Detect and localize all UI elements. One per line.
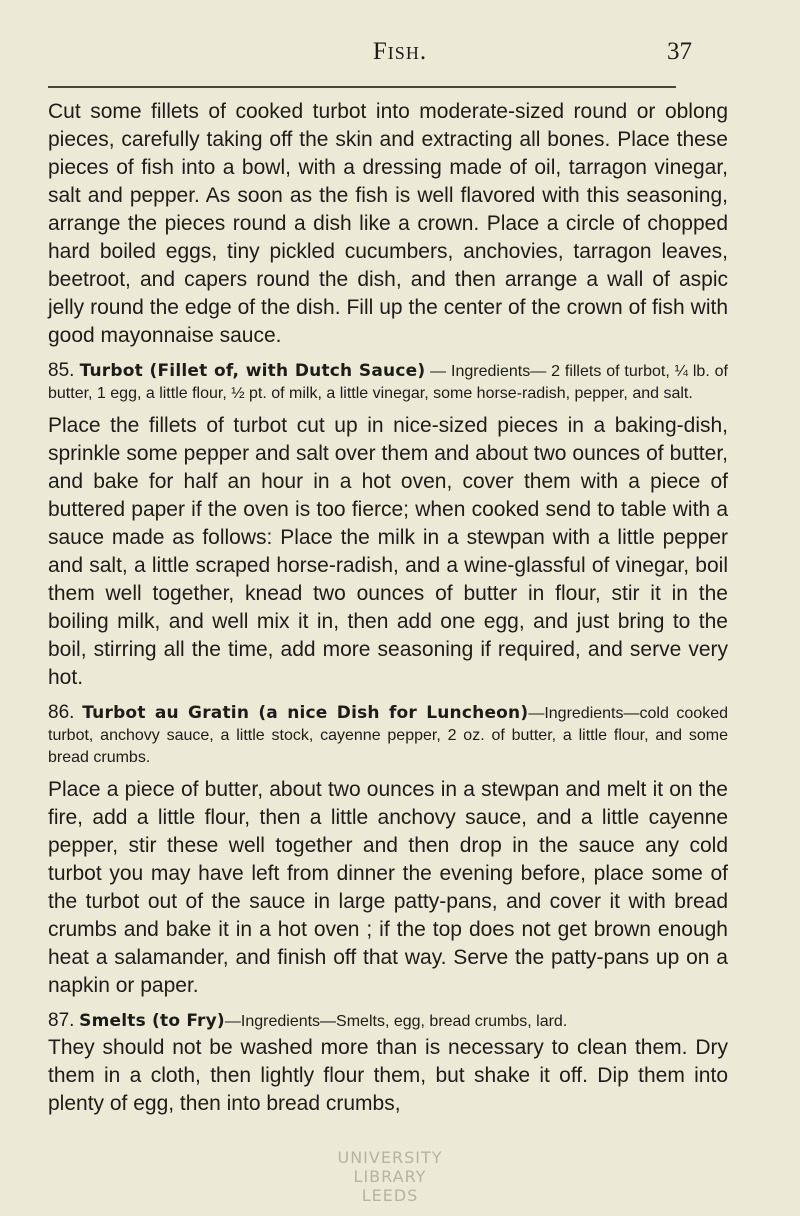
recipe-instructions: Place the fillets of turbot cut up in nice-sized pieces in a baking-dish, sprinkle some pepper and salt over them and about two ounces of butter, and bake for half an hour in a hot oven, cover them with a piece of buttered paper if the oven is too fierce; when cooked send to table with a sauce made as follows: Place the milk in a stewpan with a little pepper and salt, a little scraped horse-radish, and a wine-glassful of vinegar, boil them well together, knead two ounces of butter in flour, stir it in the boiling milk, and well mix it in, then add one egg, and just bring to the boil, stirring all the time, add more seasoning if required, and serve very hot. — [48, 414, 728, 689]
intro-paragraph: Cut some fillets of cooked turbot into moderate-sized round or oblong pieces, carefully taking off the skin and extracting all bones. Place these pieces of fish into a bowl, with a dressing made of oil, tarragon vinegar, salt and pepper. As soon as the fish is well flavored with this seasoning, arrange the pieces round a dish like a crown. Place a circle of chopped hard boiled eggs, tiny pickled cucumbers, anchovies, tarragon leaves, beetroot, and capers round the dish, and then arrange a wall of aspic jelly round the edge of the dish. Fill up the center of the crown of fish with good mayonnaise sauce. — [48, 100, 728, 347]
recipe-86 — [48, 702, 728, 1000]
recipe-ingredients: — Ingredients— 2 fillets of turbot, ¼ lb. of butter, 1 egg, a little flour, ½ pt. of milk, a little vinegar, some horse-radish, pepper, and salt. — [48, 363, 728, 402]
recipe-title: Smelts (to Fry) — [79, 1011, 225, 1031]
recipe-heading — [48, 702, 728, 768]
recipe-ingredients: —Ingredients—Smelts, egg, bread crumbs, lard. — [224, 1013, 568, 1030]
running-title: Fish. — [372, 38, 428, 65]
recipe-heading — [48, 360, 728, 404]
recipe-heading — [48, 1010, 728, 1032]
header-rule — [48, 86, 676, 88]
recipe-85 — [48, 360, 728, 692]
recipe-number: 86. — [48, 702, 75, 723]
stamp-line: UNIVERSITY — [337, 1148, 443, 1167]
page-body — [48, 98, 728, 1118]
recipe-number: 87. — [48, 1010, 75, 1031]
recipe-87 — [48, 1010, 728, 1118]
recipe-number: 85. — [48, 360, 75, 381]
recipe-title: Turbot (Fillet of, with Dutch Sauce) — [79, 361, 426, 381]
recipe-title: Turbot au Gratin (a nice Dish for Luncheon) — [82, 703, 529, 723]
stamp-line: LIBRARY — [353, 1167, 427, 1186]
recipe-ingredients: —Ingredients—cold cooked turbot, anchovy sauce, a little stock, cayenne pepper, 2 oz. of butter, a little flour, and some bread crumbs. — [48, 705, 728, 766]
page-number: 37 — [667, 38, 692, 65]
library-stamp — [320, 1148, 460, 1205]
recipe-instructions: Place a piece of butter, about two ounces in a stewpan and melt it on the fire, add a little flour, then a little anchovy sauce, and a little cayenne pepper, stir these well together and then drop in the sauce any cold turbot you may have left from dinner the evening before, place some of the turbot out of the sauce in large patty-pans, and cover it with bread crumbs and bake it in a hot oven ; if the top does not get brown enough heat a salamander, and finish off that way. Serve the patty-pans up on a napkin or paper. — [48, 778, 728, 997]
recipe-instructions: They should not be washed more than is necessary to clean them. Dry them in a cloth, then lightly flour them, but shake it off. Dip them into plenty of egg, then into bread crumbs, — [48, 1036, 728, 1115]
stamp-line: LEEDS — [361, 1186, 419, 1205]
page-header — [0, 0, 800, 80]
